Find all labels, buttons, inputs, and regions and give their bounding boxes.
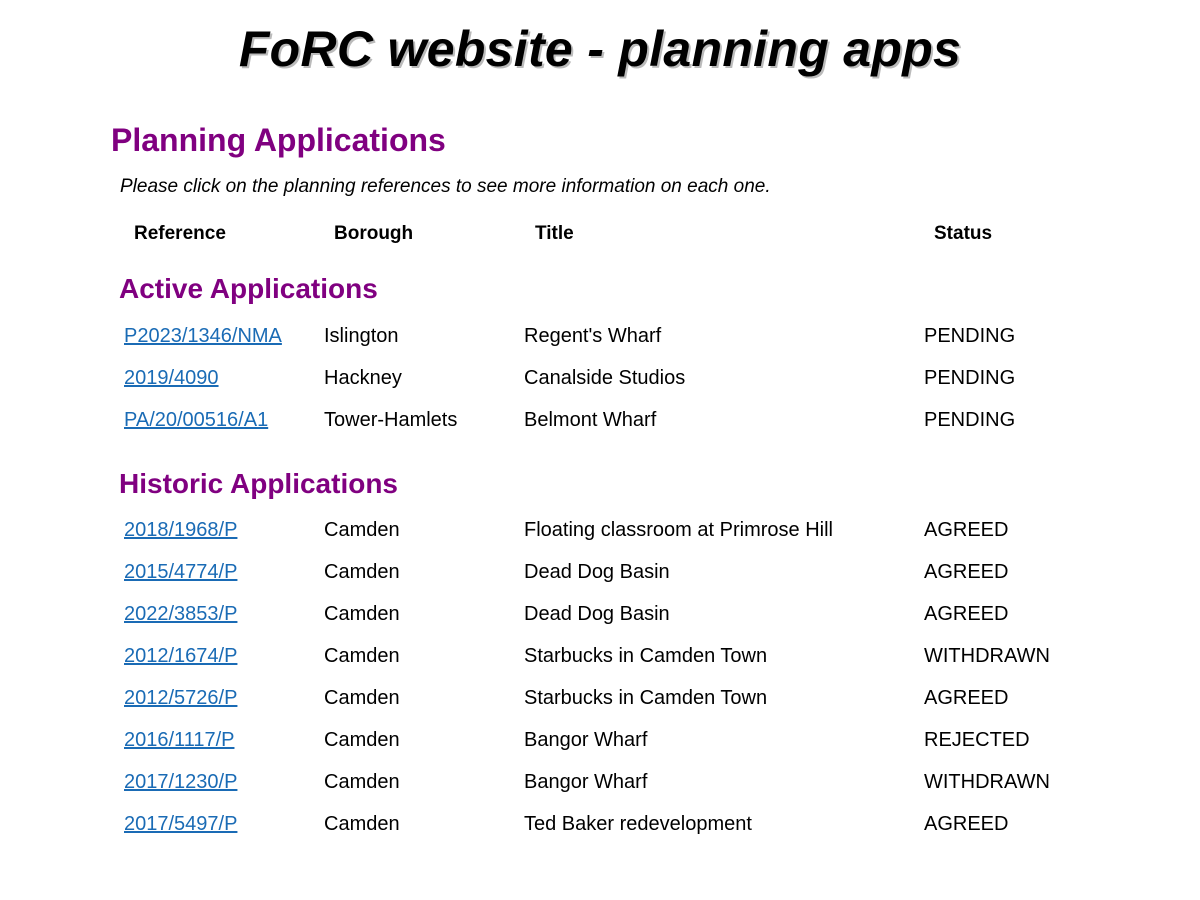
- site-title: FoRC website - planning apps: [238, 21, 962, 77]
- status-cell: AGREED: [924, 561, 1009, 583]
- table-row: [0, 367, 1200, 397]
- table-row: [0, 729, 1200, 759]
- status-cell: AGREED: [924, 813, 1009, 835]
- reference-link[interactable]: 2017/5497/P: [124, 813, 238, 835]
- status-cell: AGREED: [924, 603, 1009, 625]
- table-row: [0, 409, 1200, 439]
- table-header: [0, 223, 1200, 249]
- reference-link[interactable]: 2018/1968/P: [124, 519, 238, 541]
- title-cell: Dead Dog Basin: [524, 561, 670, 583]
- historic-applications-heading: Historic Applications: [119, 468, 399, 499]
- status-cell: PENDING: [924, 409, 1016, 431]
- borough-cell: Islington: [324, 325, 399, 347]
- table-row: [0, 687, 1200, 717]
- title-cell: Ted Baker redevelopment: [524, 813, 752, 835]
- reference-link[interactable]: P2023/1346/NMA: [124, 325, 282, 347]
- table-row: [0, 813, 1200, 843]
- column-header-borough: Borough: [334, 223, 414, 244]
- status-cell: WITHDRAWN: [924, 771, 1050, 793]
- status-cell: PENDING: [924, 325, 1016, 347]
- title-cell: Bangor Wharf: [524, 771, 648, 793]
- instruction-text: Please click on the planning references to see more information on each one.: [120, 176, 771, 197]
- borough-cell: Camden: [324, 519, 400, 541]
- table-row: [0, 561, 1200, 591]
- title-cell: Regent's Wharf: [524, 325, 662, 347]
- title-cell: Dead Dog Basin: [524, 603, 670, 625]
- borough-cell: Hackney: [324, 367, 402, 389]
- status-cell: PENDING: [924, 367, 1016, 389]
- reference-link[interactable]: PA/20/00516/A1: [124, 409, 269, 431]
- borough-cell: Camden: [324, 603, 400, 625]
- table-row: [0, 325, 1200, 355]
- title-cell: Floating classroom at Primrose Hill: [524, 519, 833, 541]
- table-row: [0, 519, 1200, 549]
- column-header-title: Title: [535, 223, 574, 244]
- reference-link[interactable]: 2012/5726/P: [124, 687, 238, 709]
- table-row: [0, 645, 1200, 675]
- borough-cell: Camden: [324, 645, 400, 667]
- reference-link[interactable]: 2022/3853/P: [124, 603, 238, 625]
- status-cell: AGREED: [924, 519, 1009, 541]
- title-cell: Starbucks in Camden Town: [524, 687, 768, 709]
- column-header-reference: Reference: [134, 223, 226, 244]
- borough-cell: Camden: [324, 813, 400, 835]
- status-cell: WITHDRAWN: [924, 645, 1050, 667]
- reference-link[interactable]: 2019/4090: [124, 367, 219, 389]
- active-applications-heading: Active Applications: [119, 273, 378, 304]
- borough-cell: Camden: [324, 729, 400, 751]
- borough-cell: Camden: [324, 687, 400, 709]
- title-cell: Bangor Wharf: [524, 729, 648, 751]
- title-cell: Canalside Studios: [524, 367, 686, 389]
- table-row: [0, 603, 1200, 633]
- table-row: [0, 771, 1200, 801]
- status-cell: REJECTED: [924, 729, 1030, 751]
- borough-cell: Camden: [324, 771, 400, 793]
- reference-link[interactable]: 2016/1117/P: [124, 729, 235, 751]
- reference-link[interactable]: 2017/1230/P: [124, 771, 238, 793]
- reference-link[interactable]: 2012/1674/P: [124, 645, 238, 667]
- reference-link[interactable]: 2015/4774/P: [124, 561, 238, 583]
- column-header-status: Status: [934, 223, 993, 244]
- title-cell: Belmont Wharf: [524, 409, 657, 431]
- title-cell: Starbucks in Camden Town: [524, 645, 768, 667]
- status-cell: AGREED: [924, 687, 1009, 709]
- borough-cell: Camden: [324, 561, 400, 583]
- borough-cell: Tower-Hamlets: [324, 409, 458, 431]
- page-title: Planning Applications: [111, 122, 446, 158]
